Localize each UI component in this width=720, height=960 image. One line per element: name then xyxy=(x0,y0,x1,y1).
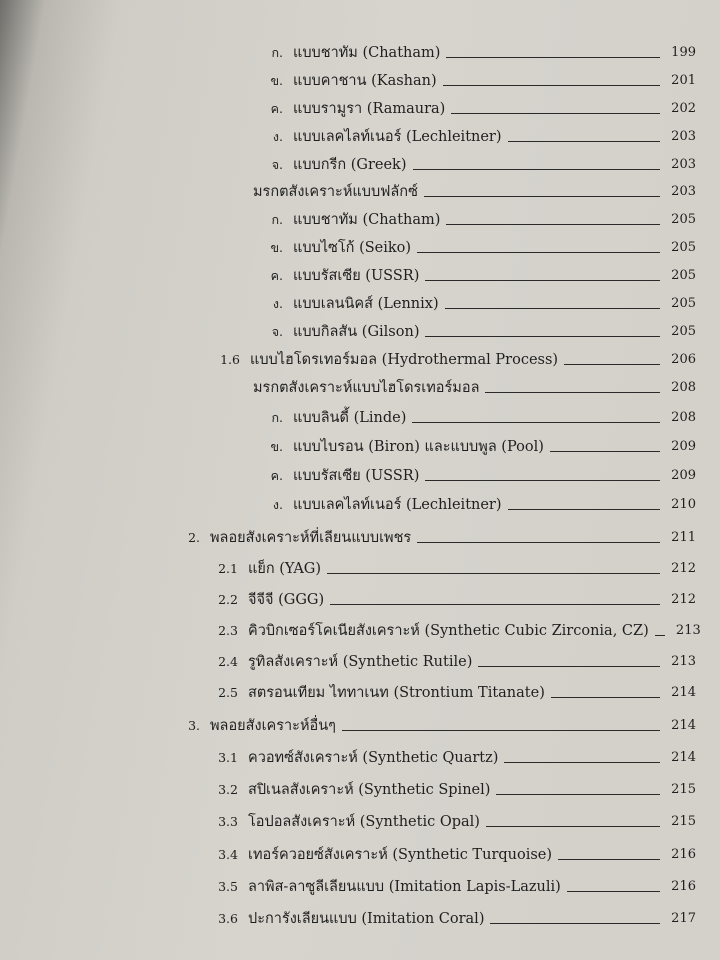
toc-entry-page: 212 xyxy=(671,561,696,576)
toc-entry-title: ควอทซ์สังเคราะห์ (Synthetic Quartz) xyxy=(248,750,499,766)
toc-entry-title: ปะการังเลียนแบบ (Imitation Coral) xyxy=(248,911,485,927)
toc-entry xyxy=(0,66,720,90)
toc-entry xyxy=(0,490,720,514)
leader-line xyxy=(508,509,660,510)
leader-line xyxy=(425,280,660,281)
toc-entry-title: แบบเลนนิคส์ (Lennix) xyxy=(293,296,439,312)
toc-entry-number: 1.6 xyxy=(220,352,240,367)
toc-entry-page: 216 xyxy=(671,847,696,862)
leader-line xyxy=(490,923,660,924)
toc-entry-title: เทอร์ควอยซ์สังเคราะห์ (Synthetic Turquoise) xyxy=(248,847,553,863)
toc-entry-page: 203 xyxy=(671,157,696,172)
toc-entry-page: 210 xyxy=(671,497,696,512)
toc-entry-number: 3.6 xyxy=(218,911,238,926)
leader-line xyxy=(446,224,660,225)
leader-line xyxy=(330,604,660,605)
toc-entry xyxy=(0,345,720,369)
leader-line xyxy=(413,169,661,170)
leader-line xyxy=(412,422,660,423)
toc-entry xyxy=(0,38,720,62)
toc-entry xyxy=(0,711,720,735)
toc-entry-page: 203 xyxy=(671,184,696,199)
toc-entry-page: 211 xyxy=(671,530,696,545)
toc-entry xyxy=(0,554,720,578)
leader-line xyxy=(446,57,660,58)
toc-entry-page: 209 xyxy=(671,468,696,483)
leader-line xyxy=(445,308,660,309)
toc-entry-number: ก. xyxy=(271,212,283,227)
toc-entry-number: ง. xyxy=(272,296,283,311)
toc-entry-page: 205 xyxy=(671,268,696,283)
toc-entry-title: แบบไฮโดรเทอร์มอล (Hydrothermal Process) xyxy=(250,352,559,368)
toc-entry-number: 2.4 xyxy=(218,654,238,669)
toc-entry-page: 214 xyxy=(671,750,696,765)
toc-entry-title: แบบชาทัม (Chatham) xyxy=(293,45,441,61)
leader-line xyxy=(504,762,660,763)
toc-entry-page: 216 xyxy=(671,879,696,894)
toc-entry xyxy=(0,289,720,313)
toc-entry-number: ข. xyxy=(270,73,283,88)
leader-line xyxy=(478,666,660,667)
toc-entry xyxy=(0,177,720,201)
toc-entry-number: 3.4 xyxy=(218,847,238,862)
leader-line xyxy=(567,891,660,892)
toc-entry xyxy=(0,904,720,928)
leader-line xyxy=(486,826,660,827)
toc-entry-title: แบบรัสเซีย (USSR) xyxy=(293,268,420,284)
toc-entry xyxy=(0,585,720,609)
toc-entry-title: มรกตสังเคราะห์แบบไฮโดรเทอร์มอล xyxy=(253,380,480,396)
leader-line xyxy=(485,392,660,393)
toc-entry-title: แบบเลคไลท์เนอร์ (Lechleitner) xyxy=(293,129,502,145)
toc-entry xyxy=(0,317,720,341)
toc-entry-page: 205 xyxy=(671,324,696,339)
toc-entry-page: 208 xyxy=(671,410,696,425)
toc-entry xyxy=(0,261,720,285)
toc-entry-title: พลอยสังเคราะห์อื่นๆ xyxy=(210,718,336,734)
toc-entry-page: 203 xyxy=(671,129,696,144)
toc-entry-title: แบบรามูรา (Ramaura) xyxy=(293,101,446,117)
toc-entry-page: 214 xyxy=(671,685,696,700)
toc-entry-title: แบบไซโก้ (Seiko) xyxy=(293,240,412,256)
toc-entry-page: 215 xyxy=(671,814,696,829)
toc-entry-title: แบบกรีก (Greek) xyxy=(293,157,407,173)
toc-entry-number: ง. xyxy=(272,497,283,512)
toc-entry xyxy=(0,403,720,427)
leader-line xyxy=(558,859,660,860)
toc-entry-number: ข. xyxy=(270,240,283,255)
toc-entry-title: แบบกิลสัน (Gilson) xyxy=(293,324,420,340)
leader-line xyxy=(508,141,660,142)
leader-line xyxy=(551,697,660,698)
leader-line xyxy=(425,336,660,337)
leader-line xyxy=(342,730,660,731)
toc-entry xyxy=(0,647,720,671)
toc-entry-number: 3.1 xyxy=(218,750,238,765)
toc-entry-page: 201 xyxy=(671,73,696,88)
leader-line xyxy=(655,635,665,636)
toc-entry-title: จีจีจี (GGG) xyxy=(248,592,325,608)
leader-line xyxy=(550,451,660,452)
toc-entry xyxy=(0,150,720,174)
toc-entry-number: 2.5 xyxy=(218,685,238,700)
toc-entry-number: 2.1 xyxy=(218,561,238,576)
toc-entry-number: จ. xyxy=(271,324,283,339)
toc-entry-title: แบบไบรอน (Biron) และแบบพูล (Pool) xyxy=(293,439,544,455)
leader-line xyxy=(417,252,660,253)
toc-entry-title: มรกตสังเคราะห์แบบฟลักซ์ xyxy=(253,184,418,200)
toc-entry-page: 213 xyxy=(675,623,701,638)
toc-entry-page: 206 xyxy=(671,352,696,367)
toc-entry-page: 209 xyxy=(671,439,696,454)
leader-line xyxy=(451,113,660,114)
toc-entry-page: 205 xyxy=(671,296,696,311)
leader-line xyxy=(496,794,660,795)
toc-entry-number: ก. xyxy=(271,410,283,425)
toc-entry-number: จ. xyxy=(271,157,283,172)
toc-entry-number: 3.5 xyxy=(218,879,238,894)
toc-entry xyxy=(0,678,720,702)
toc-entry-title: แบบชาทัม (Chatham) xyxy=(293,212,441,228)
toc-entry-number: 3. xyxy=(188,718,200,733)
toc-entry xyxy=(0,461,720,485)
toc-entry xyxy=(0,616,720,640)
toc-entry-title: คิวบิกเซอร์โคเนียสังเคราะห์ (Synthetic Cubic Zirconia, CZ) xyxy=(248,623,649,639)
toc-entry-page: 214 xyxy=(671,718,696,733)
toc-entry xyxy=(0,807,720,831)
toc-entry-page: 205 xyxy=(671,212,696,227)
toc-entry-title: แบบรัสเซีย (USSR) xyxy=(293,468,420,484)
toc-entry-number: 2.2 xyxy=(218,592,238,607)
toc-entry-page: 213 xyxy=(671,654,696,669)
toc-entry-title: แย็ก (YAG) xyxy=(248,561,322,577)
toc-entry-number: ง. xyxy=(272,129,283,144)
leader-line xyxy=(443,85,660,86)
toc-entry xyxy=(0,233,720,257)
toc-entry-page: 208 xyxy=(671,380,696,395)
toc-entry-page: 202 xyxy=(671,101,696,116)
toc-entry xyxy=(0,743,720,767)
toc-entry xyxy=(0,373,720,397)
toc-entry xyxy=(0,872,720,896)
toc-entry-number: ข. xyxy=(270,439,283,454)
toc-entry-page: 212 xyxy=(671,592,696,607)
toc-entry xyxy=(0,122,720,146)
toc-entry-number: 3.2 xyxy=(218,782,238,797)
leader-line xyxy=(424,196,660,197)
toc-entry-title: โอปอลสังเคราะห์ (Synthetic Opal) xyxy=(248,814,480,830)
leader-line xyxy=(564,364,660,365)
toc-entry-title: แบบเลคไลท์เนอร์ (Lechleitner) xyxy=(293,497,502,513)
toc-entry-page: 215 xyxy=(671,782,696,797)
toc-entry-title: ลาพิส-ลาซูลีเลียนแบบ (Imitation Lapis-Lazuli) xyxy=(248,879,561,895)
toc-entry xyxy=(0,840,720,864)
toc-entry-page: 205 xyxy=(671,240,696,255)
toc-entry-number: ค. xyxy=(270,268,283,283)
toc-entry-title: พลอยสังเคราะห์ที่เลียนแบบเพชร xyxy=(210,530,412,546)
toc-entry-number: ก. xyxy=(271,45,283,60)
toc-entry-page: 199 xyxy=(671,45,696,60)
toc-entry xyxy=(0,432,720,456)
toc-entry-number: 2.3 xyxy=(218,623,238,638)
toc-entry xyxy=(0,94,720,118)
toc-entry-page: 217 xyxy=(671,911,696,926)
leader-line xyxy=(327,573,660,574)
toc-entry-number: ค. xyxy=(270,468,283,483)
toc-entry xyxy=(0,205,720,229)
toc-entry-number: 3.3 xyxy=(218,814,238,829)
toc-entry-title: สปิเนลสังเคราะห์ (Synthetic Spinel) xyxy=(248,782,491,798)
toc-entry xyxy=(0,775,720,799)
toc-entry-title: แบบคาชาน (Kashan) xyxy=(293,73,437,89)
toc-entry-number: 2. xyxy=(188,530,200,545)
toc-entry xyxy=(0,523,720,547)
toc-entry-title: แบบลินดี้ (Linde) xyxy=(293,410,407,426)
toc-entry-title: รูทิลสังเคราะห์ (Synthetic Rutile) xyxy=(248,654,473,670)
leader-line xyxy=(417,542,660,543)
toc-entry-number: ค. xyxy=(270,101,283,116)
leader-line xyxy=(425,480,660,481)
toc-entry-title: สตรอนเทียม ไททาเนท (Strontium Titanate) xyxy=(248,685,545,701)
